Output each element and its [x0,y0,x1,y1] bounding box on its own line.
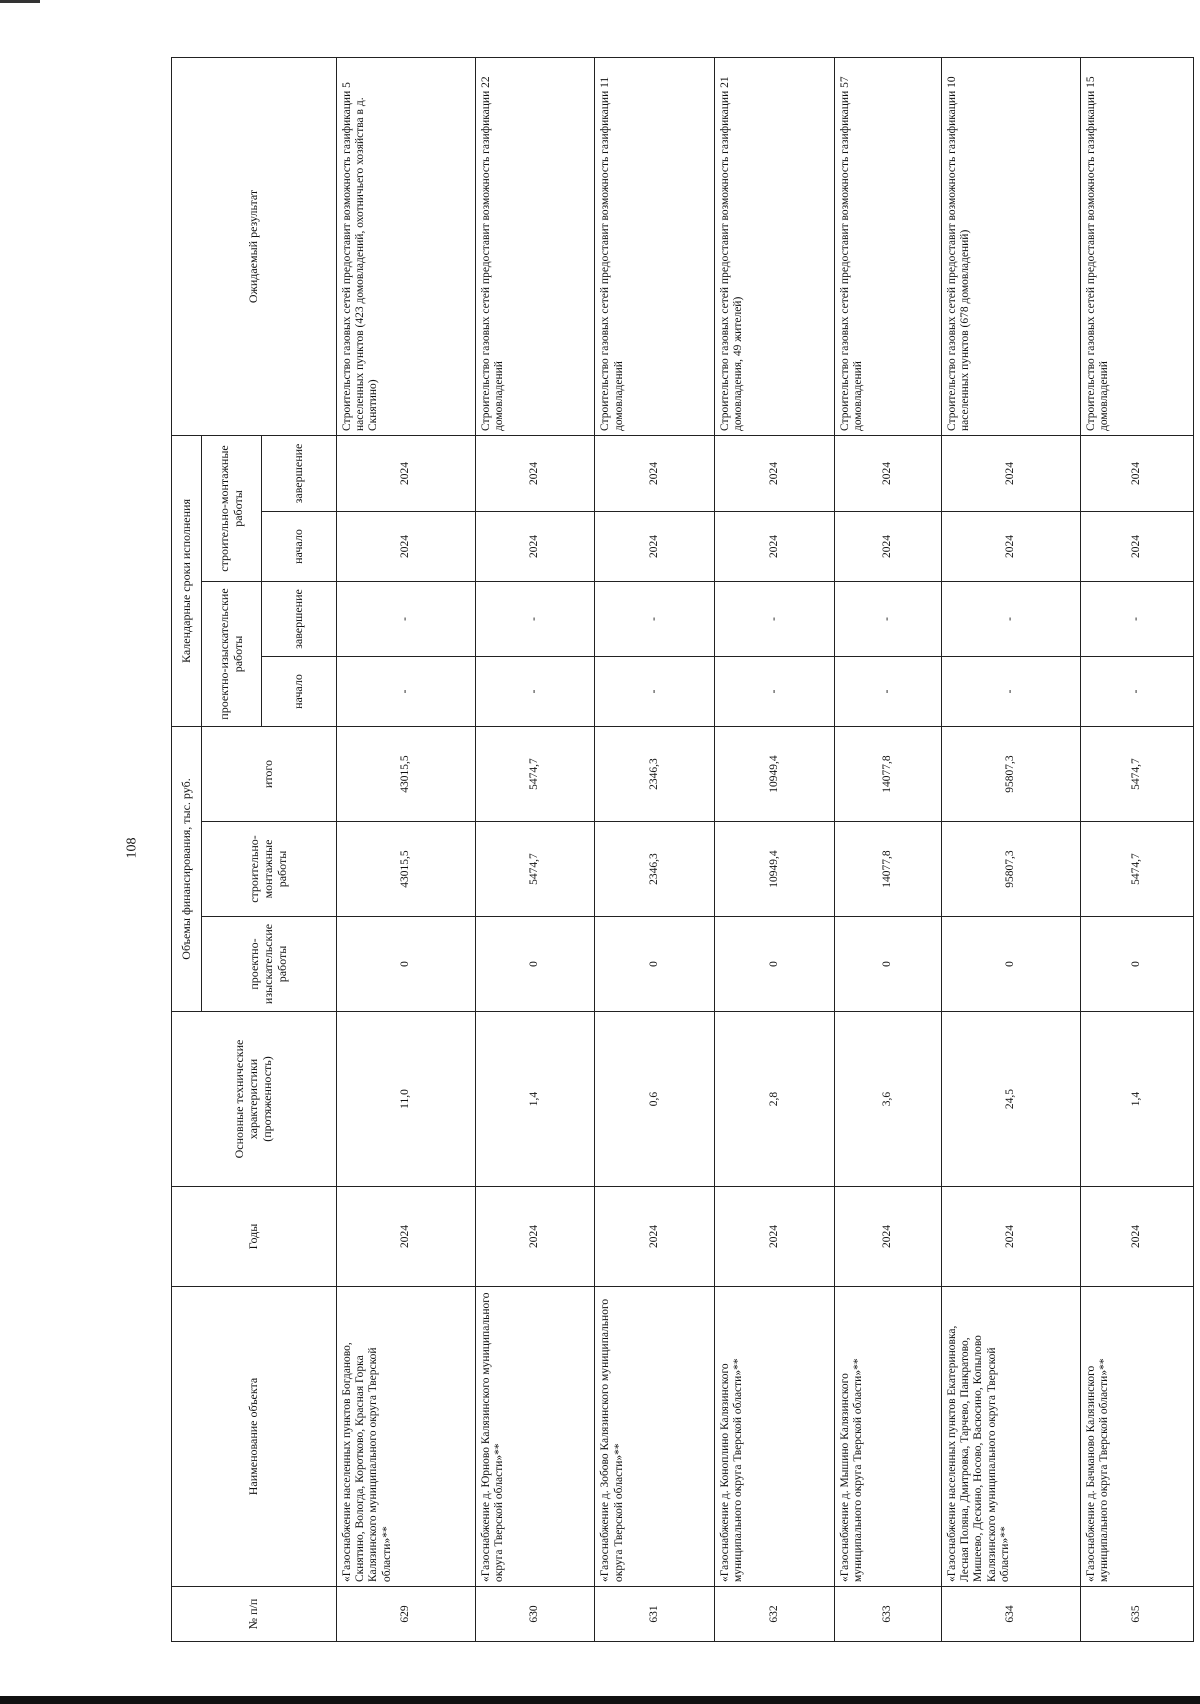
construction-cost: 95807,3 [941,822,1080,917]
object-name: «Газоснабжение д. Коноплино Калязинского муниципального округа Тверской области»** [715,1287,835,1587]
constr-start: 2024 [595,512,715,582]
object-name: «Газоснабжение д. Мышино Калязинского муниципального округа Тверской области»** [834,1287,941,1587]
gasification-table [171,57,1194,1642]
constr-end: 2024 [1080,435,1193,511]
object-name: «Газоснабжение населенных пунктов Екатериновка, Лесная Поляна, Дмитровка, Тарчево, Панкратово, Мишеево, Дескино, Носово, Васюсино, Копылово Калязинского муниципального округа Тверской области»** [941,1287,1080,1587]
header-tech: Основные технические характеристики (протяженность) [172,1012,337,1187]
header-result: Ожидаемый результат [172,57,337,435]
expected-result: Строительство газовых сетей предоставит возможность газификации 21 домовладения, 49 жителей) [715,57,835,435]
construction-cost: 14077,8 [834,822,941,917]
header-funding-construction: строительно-монтажные работы [202,822,337,917]
design-start: - [834,657,941,727]
design-start: - [337,657,476,727]
tech-length: 0,6 [595,1012,715,1187]
constr-end: 2024 [337,435,476,511]
row-num: 634 [941,1587,1080,1642]
constr-start: 2024 [1080,512,1193,582]
expected-result: Строительство газовых сетей предоставит возможность газификации 15 домовладений [1080,57,1193,435]
scan-border [0,1696,1200,1704]
design-start: - [1080,657,1193,727]
total-cost: 5474,7 [1080,727,1193,822]
constr-start: 2024 [337,512,476,582]
object-name: «Газоснабжение д. Зобово Калязинского муниципального округа Тверской области»** [595,1287,715,1587]
header-design-end: завершение [262,582,337,657]
design-end: - [941,582,1080,657]
header-constr-start: начало [262,512,337,582]
year: 2024 [834,1187,941,1287]
constr-end: 2024 [941,435,1080,511]
constr-start: 2024 [941,512,1080,582]
header-funding: Объемы финансирования, тыс. руб. [172,727,202,1012]
construction-cost: 5474,7 [475,822,595,917]
construction-cost: 5474,7 [1080,822,1193,917]
object-name: «Газоснабжение д. Бачманово Калязинского муниципального округа Тверской области»** [1080,1287,1193,1587]
design-cost: 0 [595,917,715,1012]
row-num: 629 [337,1587,476,1642]
table-row [834,57,941,1641]
constr-end: 2024 [715,435,835,511]
constr-end: 2024 [595,435,715,511]
table-row [595,57,715,1641]
design-end: - [715,582,835,657]
constr-start: 2024 [715,512,835,582]
design-cost: 0 [337,917,476,1012]
table-row [475,57,595,1641]
total-cost: 10949,4 [715,727,835,822]
total-cost: 2346,3 [595,727,715,822]
tech-length: 24,5 [941,1012,1080,1187]
construction-cost: 2346,3 [595,822,715,917]
rotated-table [171,58,1194,1642]
header-calendar: Календарные сроки исполнения [172,435,202,726]
design-end: - [475,582,595,657]
expected-result: Строительство газовых сетей предоставит возможность газификации 57 домовладений [834,57,941,435]
header-num: № п/п [172,1587,337,1642]
construction-cost: 10949,4 [715,822,835,917]
design-start: - [715,657,835,727]
row-num: 633 [834,1587,941,1642]
expected-result: Строительство газовых сетей предоставит возможность газификации 22 домовладений [475,57,595,435]
table-row [1080,57,1193,1641]
table-row [941,57,1080,1641]
tech-length: 2,8 [715,1012,835,1187]
design-end: - [834,582,941,657]
design-cost: 0 [715,917,835,1012]
page-number: 108 [124,837,140,859]
design-end: - [1080,582,1193,657]
header-design-start: начало [262,657,337,727]
tech-length: 1,4 [475,1012,595,1187]
header-funding-design: проектно-изыскательские работы [202,917,337,1012]
tech-length: 11,0 [337,1012,476,1187]
header-cal-construction: строительно-монтажные работы [202,435,262,581]
table-row [337,57,476,1641]
object-name: «Газоснабжение населенных пунктов Богданово, Скнятино, Вологда, Коротково, Красная Горка Калязинского муниципального округа Тверской области»** [337,1287,476,1587]
construction-cost: 43015,5 [337,822,476,917]
row-num: 632 [715,1587,835,1642]
design-end: - [595,582,715,657]
header-name: Наименование объекта [172,1287,337,1587]
expected-result: Строительство газовых сетей предоставит возможность газификации 11 домовладений [595,57,715,435]
constr-end: 2024 [475,435,595,511]
row-num: 630 [475,1587,595,1642]
year: 2024 [715,1187,835,1287]
design-cost: 0 [834,917,941,1012]
row-num: 635 [1080,1587,1193,1642]
header-funding-total: итого [202,727,337,822]
design-start: - [475,657,595,727]
header-cal-design: проектно-изыскательские работы [202,582,262,727]
design-cost: 0 [941,917,1080,1012]
design-start: - [941,657,1080,727]
design-start: - [595,657,715,727]
design-cost: 0 [475,917,595,1012]
total-cost: 5474,7 [475,727,595,822]
total-cost: 14077,8 [834,727,941,822]
year: 2024 [595,1187,715,1287]
constr-start: 2024 [834,512,941,582]
year: 2024 [475,1187,595,1287]
constr-end: 2024 [834,435,941,511]
constr-start: 2024 [475,512,595,582]
header-years: Годы [172,1187,337,1287]
tech-length: 1,4 [1080,1012,1193,1187]
tech-length: 3,6 [834,1012,941,1187]
total-cost: 95807,3 [941,727,1080,822]
total-cost: 43015,5 [337,727,476,822]
year: 2024 [941,1187,1080,1287]
header-constr-end: завершение [262,435,337,511]
table-row [715,57,835,1641]
year: 2024 [337,1187,476,1287]
year: 2024 [1080,1187,1193,1287]
design-cost: 0 [1080,917,1193,1012]
expected-result: Строительство газовых сетей предоставит возможность газификации 10 населенных пунктов (678 домовладений) [941,57,1080,435]
design-end: - [337,582,476,657]
row-num: 631 [595,1587,715,1642]
expected-result: Строительство газовых сетей предоставит возможность газификации 5 населенных пунктов (423 домовладений, охотничьего хозяйства в д. Скнятино) [337,57,476,435]
object-name: «Газоснабжение д. Юрново Калязинского муниципального округа Тверской области»** [475,1287,595,1587]
